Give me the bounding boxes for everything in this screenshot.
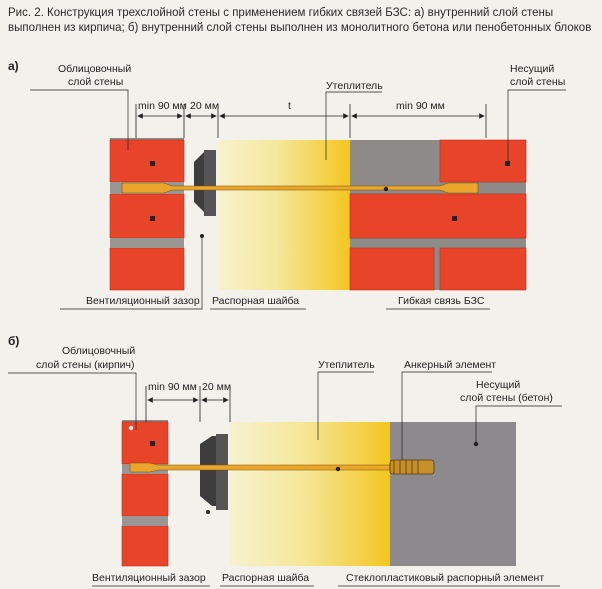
leader-b-outer-wall <box>8 373 136 430</box>
label-b-insulation: Утеплитель <box>318 359 375 371</box>
label-a-outer-wall-2: слой стены <box>68 76 124 88</box>
figure-caption: Рис. 2. Конструкция трехслойной стены с применением гибких связей БЗС: а) внутренний слой стены выполнен из кирпича; б) внутренний слой стены выполнен из монолитного бетона или пенобетонных блоков <box>8 7 592 34</box>
dim-b-20: 20 мм <box>202 381 232 393</box>
label-a-insulation: Утеплитель <box>326 80 383 92</box>
label-b-vent-gap: Вентиляционный зазор <box>92 572 206 584</box>
label-b-spacer: Стеклопластиковый распорный элемент <box>346 572 545 584</box>
label-a-tie: Гибкая связь БЗС <box>398 295 485 307</box>
panel-a-outer-wall <box>110 138 184 290</box>
label-b-bearing-2: слой стены (бетон) <box>460 392 553 404</box>
label-a-outer-wall-1: Облицовочный <box>58 63 132 75</box>
label-b-outer-wall-1: Облицовочный <box>62 345 136 357</box>
dim-a-min90-left: min 90 мм <box>138 100 187 112</box>
label-a-vent-gap: Вентиляционный зазор <box>86 295 200 307</box>
dim-a-20: 20 мм <box>190 100 220 112</box>
label-a-bearing-2: слой стены <box>510 76 566 88</box>
panel-b-anchor <box>390 460 434 474</box>
panel-b-washer <box>200 434 228 510</box>
label-b-washer: Распорная шайба <box>222 572 310 584</box>
dim-a-t: t <box>288 100 291 112</box>
panel-b <box>8 334 562 586</box>
dim-b-min90: min 90 мм <box>148 381 197 393</box>
panel-a-bearing-wall <box>350 140 526 290</box>
panel-b-dimensions <box>146 381 231 422</box>
label-b-outer-wall-2: слой стены (кирпич) <box>36 359 135 371</box>
panel-a-letter: а) <box>8 59 19 73</box>
label-a-bearing-1: Несущий <box>510 63 555 75</box>
dim-a-min90-right: min 90 мм <box>396 100 445 112</box>
panel-a-dimensions <box>136 100 486 138</box>
panel-a-insulation <box>218 140 350 290</box>
label-b-bearing-1: Несущий <box>476 379 521 391</box>
label-b-anchor: Анкерный элемент <box>404 359 497 371</box>
panel-b-insulation <box>230 422 390 566</box>
panel-b-outer-wall <box>122 420 168 566</box>
label-a-washer: Распорная шайба <box>212 295 300 307</box>
panel-b-letter: б) <box>8 334 20 348</box>
panel-b-concrete-wall <box>390 422 516 566</box>
panel-a <box>8 59 566 309</box>
panel-a-washer <box>194 150 216 216</box>
